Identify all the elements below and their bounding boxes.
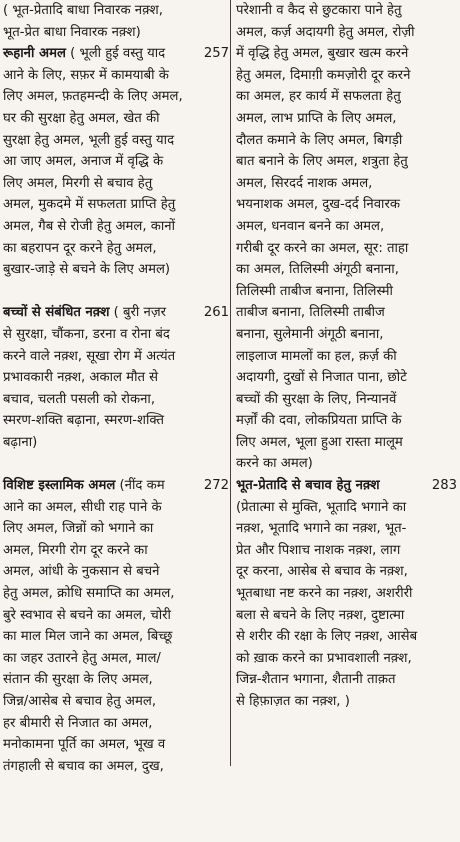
right-column <box>236 0 457 766</box>
section-intro: ( बुरी नज़र <box>113 305 167 321</box>
text-line: सुरक्षा हेतु अमल, भूली हुई वस्तु याद <box>3 132 175 148</box>
text-line: करने का अमल) <box>236 456 313 472</box>
text-line <box>3 821 229 842</box>
text-line: बात बनाने के लिए अमल, शत्रुता हेतु <box>236 154 408 170</box>
text-line: अमल, मिरगी रोग दूर करने का <box>3 542 148 558</box>
text-line: बुखार-जाड़े से बचने के लिए अमल) <box>3 262 171 278</box>
text-line: लिए अमल, भूला हुआ रास्ता मालूम <box>236 434 403 450</box>
text-line: भयनाशक अमल, दुख-दर्द निवारक <box>236 197 400 213</box>
text-line: तिलिस्मी ताबीज बनाना, तिलिस्मी <box>236 283 393 299</box>
text-line: आने का अमल, सीधी राह पाने के <box>3 499 162 515</box>
text-line: मर्ज़ों की दवा, लोकप्रियता प्राप्ति के <box>236 413 402 429</box>
text-line: लाइलाज मामलों का हल, क़र्ज़ की <box>236 348 397 364</box>
text-line: अमल, सिरदर्द नाशक अमल, <box>236 175 373 191</box>
text-line: का जहर उतारने हेतु अमल, माल/ <box>3 650 161 666</box>
text-line: प्रभावकारी नक़्श, अकाल मौत से <box>3 370 159 386</box>
entry-heading-rohani-amal <box>3 43 229 65</box>
text-line: बुरे स्वभाव से बचने का अमल, चोरी <box>3 607 171 623</box>
text-line: घर की सुरक्षा हेतु अमल, खेत की <box>3 110 160 126</box>
text-line: भूतबाधा नष्ट करने का नक़्श, अशरीरी <box>236 586 413 602</box>
text-line: से शरीर की रक्षा के लिए नक़्श, आसेब <box>236 629 418 645</box>
section-title: रूहानी अमल <box>3 46 66 62</box>
text-line: ताबीज बनाना, तिलिस्मी ताबीज <box>236 305 385 321</box>
text-line: बला से बचने के लिए नक़्श, दुष्टात्मा <box>236 607 405 623</box>
text-line: नक़्श, भूतादि भगाने का नक़्श, भूत- <box>236 521 407 537</box>
text-line: अमल, कर्ज़ अदायगी हेतु अमल, रोज़ी <box>236 24 415 40</box>
text-line: आने के लिए, सफ़र में कामयाबी के <box>3 67 169 83</box>
text-line: से सुरक्षा, चौंकना, डरना व रोना बंद <box>3 326 170 342</box>
section-title: भूत-प्रेतादि से बचाव हेतु नक़्श <box>236 478 380 494</box>
section-intro: (नींद कम <box>119 478 165 494</box>
text-line <box>3 777 229 799</box>
page-number: 272 <box>203 478 229 494</box>
text-line: को ख़ाक करने का प्रभावशाली नक़्श, <box>236 650 412 666</box>
text-line: जिन्न/आसेब से बचाव हेतु अमल, <box>3 694 157 709</box>
text-line: गरीबी दूर करने का अमल, सूर: ताहा <box>236 240 409 256</box>
text-line: आ जाए अमल, अनाज में वृद्धि के <box>3 154 164 170</box>
column-divider <box>230 0 231 766</box>
text-line: दौलत कमाने के लिए अमल, बिगड़ी <box>236 132 403 148</box>
text-line: करने वाले नक़्श, सूखा रोग में अत्यंत <box>3 348 176 364</box>
text-line: अमल, मुकदमे में सफलता प्राप्ति हेतु <box>3 197 176 213</box>
text-line: तंगहाली से बचाव का अमल, दुख, <box>3 758 164 774</box>
entry-heading-bhoot-preta <box>236 475 457 497</box>
text-line: लिए अमल, जिन्नों को भगाने का <box>3 521 154 537</box>
text-line: मनोकामना पूर्ति का अमल, भूख व <box>3 737 166 753</box>
text-line: से हिफ़ाज़त का नक़्श, ) <box>236 694 350 709</box>
text-line: दूर करना, आसेब से बचाव के नक़्श, <box>236 564 408 580</box>
section-title: बच्चों से संबंधित नक़्श <box>3 305 110 321</box>
section-title: विशिष्ट इस्लामिक अमल <box>3 478 116 494</box>
text-line: भूत-प्रेत बाधा निवारक नक़्श) <box>3 24 141 40</box>
text-line: में वृद्धि हेतु अमल, बुखार खत्म करने <box>236 46 409 62</box>
text-line: बच्चों की सुरक्षा के लिए, निन्यानवें <box>236 391 397 407</box>
text-line: लिए अमल, फ़तहमन्दी के लिए अमल, <box>3 89 183 105</box>
entry-heading-vishisht <box>3 475 229 497</box>
text-line: ( भूत-प्रेतादि बाधा निवारक नक़्श, <box>3 3 163 18</box>
text-line: अदायगी, दुखों से निजात पाना, छोटे <box>236 370 407 386</box>
entry-heading-bachchon <box>3 302 229 324</box>
text-line: अमल, लाभ प्राप्ति के लिए अमल, <box>236 110 397 126</box>
text-line <box>3 799 229 821</box>
text-line: अमल, धनवान बनने का अमल, <box>236 218 385 234</box>
text-line: हेतु अमल, दिमाग़ी कमज़ोरी दूर करने <box>236 67 411 83</box>
text-line: का अमल, तिलिस्मी अंगूठी बनाना, <box>236 262 399 278</box>
text-line: (प्रेतात्मा से मुक्ति, भूतादि भगाने का <box>236 499 407 515</box>
text-line: बनाना, सुलेमानी अंगूठी बनाना, <box>236 326 384 342</box>
text-line: संतान की सुरक्षा के लिए अमल, <box>3 672 153 688</box>
page-number: 261 <box>203 305 229 321</box>
text-line: प्रेत और पिशाच नाशक नक़्श, लाग <box>236 542 401 558</box>
text-line: अमल, आंधी के नुकसान से बचने <box>3 564 160 580</box>
text-line: बचाव, चलती पसली को रोकना, <box>3 391 156 407</box>
text-line: लिए अमल, मिरगी से बचाव हेतु <box>3 175 153 191</box>
text-line: हर बीमारी से निजात का अमल, <box>3 715 153 731</box>
text-line <box>3 281 229 303</box>
page-number: 283 <box>431 478 457 494</box>
text-line: हेतु अमल, क्रोधि समाप्ति का अमल, <box>3 586 175 602</box>
text-line: जिन्न-शैतान भगाना, शैतानी ताक़त <box>236 672 396 688</box>
left-column <box>3 0 229 774</box>
text-line: स्मरण-शक्ति बढ़ाना, स्मरण-शक्ति <box>3 413 165 429</box>
section-intro: ( भूली हुई वस्तु याद <box>70 46 166 62</box>
text-line: का अमल, हर कार्य में सफलता हेतु <box>236 89 401 105</box>
text-line: का माल मिल जाने का अमल, बिच्छू <box>3 629 173 645</box>
text-line: बढ़ाना) <box>3 434 38 450</box>
text-line: का बहरापन दूर करने हेतु अमल, <box>3 240 157 256</box>
text-line: परेशानी व कैद से छुटकारा पाने हेतु <box>236 3 402 18</box>
page-number: 257 <box>203 46 229 62</box>
text-line: अमल, गैब से रोजी हेतु अमल, कानों <box>3 218 176 234</box>
text-line <box>3 453 229 475</box>
